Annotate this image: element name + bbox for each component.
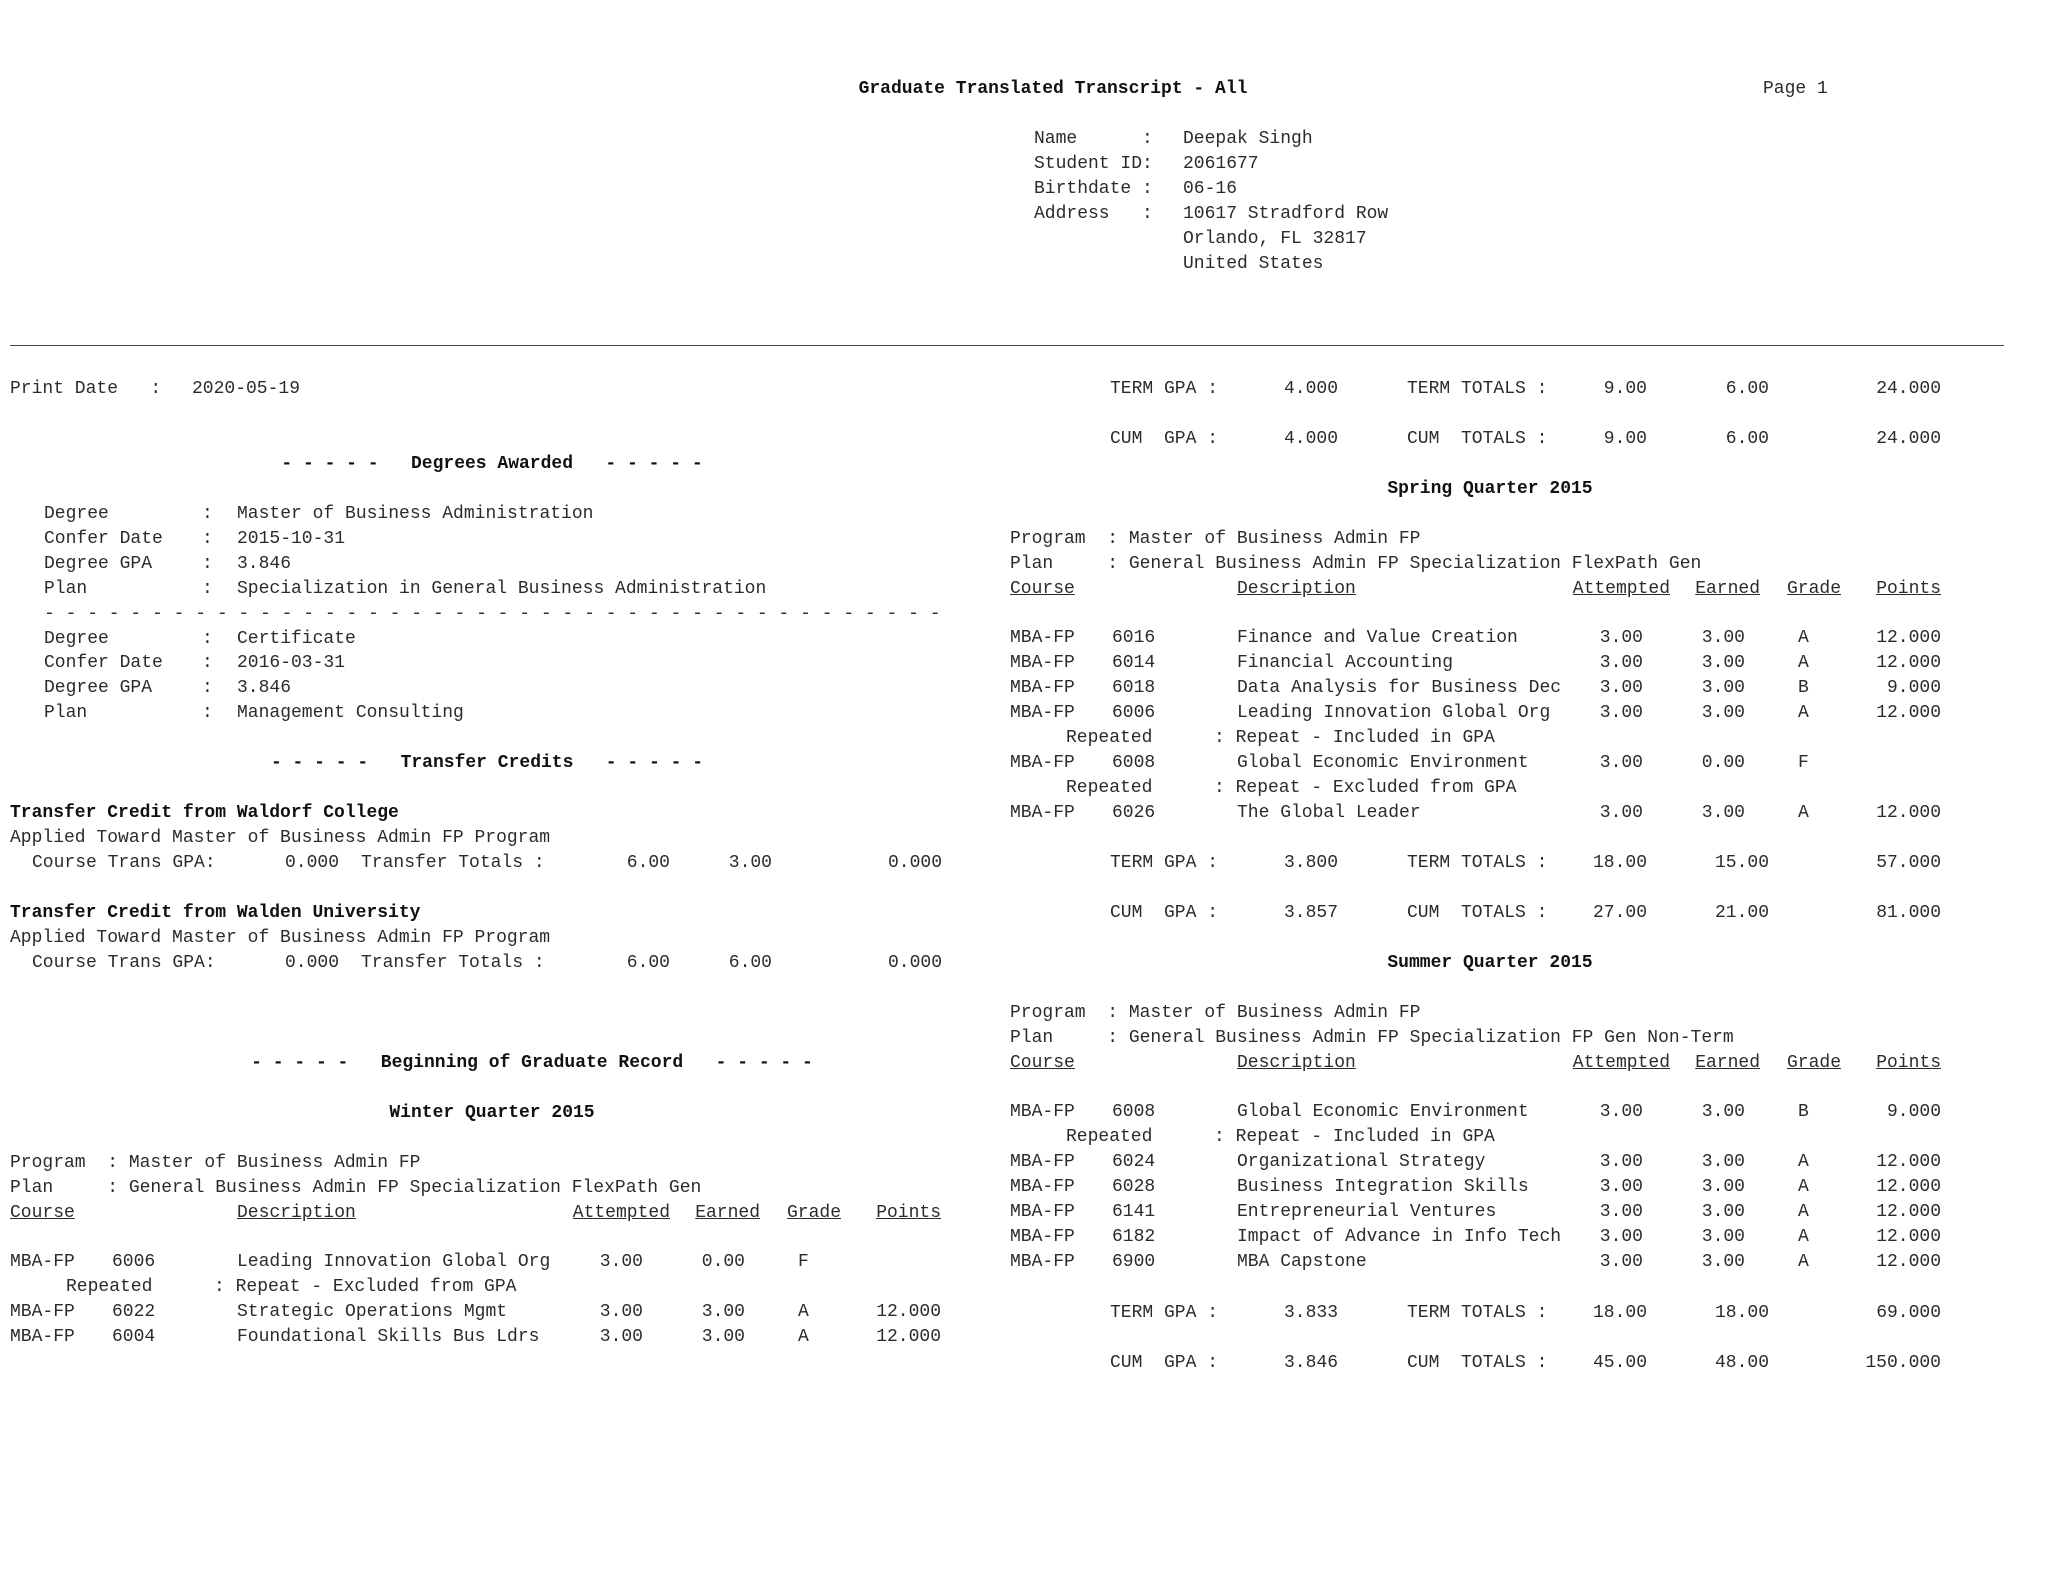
course-number: 6018 (1112, 678, 1156, 699)
column-attempted: Attempted (1572, 1052, 1670, 1073)
column-course: Course (1010, 1052, 1075, 1073)
term-plan: Plan : General Business Admin FP Specialization FlexPath Gen (1010, 553, 1702, 574)
course-number: 6182 (1112, 1226, 1156, 1247)
course-attempted: 3.00 (1599, 628, 1643, 649)
course-number: 6006 (1112, 703, 1156, 724)
term-title: Summer Quarter 2015 (1387, 953, 1593, 973)
course-subject: MBA-FP (1010, 1251, 1075, 1272)
course-subject: MBA-FP (10, 1252, 75, 1273)
repeat-note-label: Repeated (1066, 1127, 1153, 1148)
column-attempted: Attempted (572, 1202, 670, 1223)
course-earned: 3.00 (1701, 653, 1745, 674)
course-grade: A (1798, 628, 1809, 649)
cum-totals-label: CUM TOTALS : (1407, 903, 1548, 923)
term-title: Spring Quarter 2015 (1387, 479, 1593, 499)
student-field-value: Orlando, FL 32817 (1183, 228, 1367, 249)
course-earned: 3.00 (1701, 1152, 1745, 1173)
column-attempted: Attempted (1572, 578, 1670, 599)
course-grade: A (1798, 653, 1809, 674)
degree-field-label: Degree GPA (44, 678, 153, 699)
course-attempted: 3.00 (599, 1327, 643, 1348)
transfer-credit-title: Transfer Credit from Walden University (10, 903, 421, 923)
cum-gpa-value: 3.857 (1283, 903, 1338, 923)
degree-field-value: Master of Business Administration (237, 504, 594, 524)
course-number: 6014 (1112, 653, 1156, 674)
course-grade: A (798, 1302, 809, 1323)
degree-field-colon: : (202, 578, 213, 599)
course-points: 12.000 (876, 1327, 941, 1348)
term-earned: 18.00 (1714, 1303, 1769, 1323)
course-description: Financial Accounting (1237, 653, 1454, 674)
student-field-value: United States (1183, 253, 1324, 274)
course-earned: 3.00 (1701, 703, 1745, 724)
course-earned: 3.00 (1701, 802, 1745, 823)
course-earned: 3.00 (1701, 1177, 1745, 1198)
transfer-totals-label: Transfer Totals : (361, 852, 545, 873)
course-subject: MBA-FP (1010, 1202, 1075, 1222)
term-earned: 6.00 (1725, 379, 1769, 399)
term-gpa-label: TERM GPA : (1110, 853, 1219, 873)
course-subject: MBA-FP (1010, 1152, 1075, 1173)
course-subject: MBA-FP (1010, 653, 1075, 674)
course-attempted: 3.00 (599, 1302, 643, 1323)
transfer-earned: 3.00 (728, 852, 772, 873)
cum-attempted: 45.00 (1592, 1353, 1647, 1373)
course-number: 6008 (1112, 1102, 1156, 1123)
cum-totals-label: CUM TOTALS : (1407, 429, 1548, 449)
course-points: 12.000 (1876, 1177, 1941, 1198)
degree-field-label: Plan (44, 578, 88, 599)
course-number: 6004 (112, 1327, 156, 1348)
course-subject: MBA-FP (1010, 1226, 1075, 1247)
course-description: Strategic Operations Mgmt (237, 1302, 508, 1323)
transfer-applied: Applied Toward Master of Business Admin FP Program (10, 927, 551, 948)
repeat-note-text: : Repeat - Included in GPA (1214, 1127, 1495, 1148)
term-totals-label: TERM TOTALS : (1407, 853, 1548, 873)
cum-earned: 6.00 (1725, 429, 1769, 449)
term-plan: Plan : General Business Admin FP Specialization FlexPath Gen (10, 1177, 702, 1198)
column-grade: Grade (1786, 1052, 1841, 1073)
course-description: Business Integration Skills (1237, 1177, 1529, 1198)
column-description: Description (1237, 578, 1356, 599)
course-grade: A (1798, 802, 1809, 823)
cum-earned: 48.00 (1714, 1353, 1769, 1373)
course-subject: MBA-FP (1010, 802, 1075, 823)
course-attempted: 3.00 (1599, 678, 1643, 699)
course-earned: 0.00 (1701, 752, 1745, 773)
course-points: 12.000 (1876, 1226, 1941, 1247)
cum-gpa-label: CUM GPA : (1110, 1353, 1219, 1373)
course-attempted: 3.00 (1599, 1226, 1643, 1247)
course-number: 6022 (112, 1302, 156, 1323)
term-gpa-value: 3.800 (1283, 853, 1338, 873)
course-grade: A (1798, 1202, 1809, 1222)
term-points: 57.000 (1876, 853, 1941, 873)
cum-totals-label: CUM TOTALS : (1407, 1353, 1548, 1373)
course-number: 6008 (1112, 752, 1156, 773)
course-points: 9.000 (1886, 678, 1941, 699)
cum-gpa-label: CUM GPA : (1110, 429, 1219, 449)
repeat-note-label: Repeated (1066, 728, 1153, 748)
column-points: Points (1876, 1052, 1941, 1073)
degree-field-value: 3.846 (237, 553, 292, 574)
degree-field-value: 2015-10-31 (237, 528, 346, 549)
cum-attempted: 27.00 (1592, 903, 1647, 923)
course-description: Foundational Skills Bus Ldrs (237, 1327, 540, 1348)
course-attempted: 3.00 (599, 1252, 643, 1273)
course-attempted: 3.00 (1599, 1251, 1643, 1272)
cum-points: 150.000 (1865, 1353, 1941, 1373)
course-grade: A (1798, 1152, 1809, 1173)
degree-field-label: Plan (44, 703, 88, 724)
student-field-label: Name : (1034, 129, 1153, 149)
term-points: 69.000 (1876, 1303, 1941, 1323)
student-field-value: 10617 Stradford Row (1183, 203, 1389, 224)
term-totals-label: TERM TOTALS : (1407, 1303, 1548, 1323)
transfer-points: 0.000 (887, 852, 942, 873)
course-attempted: 3.00 (1599, 752, 1643, 773)
column-grade: Grade (1786, 578, 1841, 599)
course-description: Entrepreneurial Ventures (1237, 1202, 1497, 1222)
term-title: Winter Quarter 2015 (389, 1103, 595, 1123)
repeat-note-text: : Repeat - Excluded from GPA (1214, 777, 1517, 798)
column-description: Description (1237, 1052, 1356, 1073)
transcript-title: Graduate Translated Transcript - All (858, 79, 1248, 99)
degree-separator: - - - - - - - - - - - - - - - - - - - - - - - - - - - - - - - - - - - - - - - - - - (44, 603, 941, 624)
term-program: Program : Master of Business Admin FP (1010, 1002, 1421, 1023)
course-points: 9.000 (1886, 1102, 1941, 1123)
column-description: Description (237, 1202, 356, 1223)
transfer-applied: Applied Toward Master of Business Admin FP Program (10, 827, 551, 848)
course-earned: 3.00 (1701, 1102, 1745, 1123)
beginning-record-heading: - - - - - Beginning of Graduate Record - - - - - (251, 1053, 813, 1073)
course-subject: MBA-FP (1010, 703, 1075, 724)
course-earned: 3.00 (1701, 628, 1745, 649)
cum-points: 24.000 (1876, 429, 1941, 449)
course-points: 12.000 (1876, 1152, 1941, 1173)
column-points: Points (876, 1202, 941, 1223)
student-field-value: Deepak Singh (1183, 129, 1313, 149)
degree-field-colon: : (202, 653, 213, 674)
course-subject: MBA-FP (10, 1327, 75, 1348)
column-course: Course (10, 1202, 75, 1223)
page-number: Page 1 (1763, 79, 1828, 99)
course-earned: 3.00 (1701, 1226, 1745, 1247)
degrees-awarded-heading: - - - - - Degrees Awarded - - - - - (281, 454, 703, 474)
student-field-value: 2061677 (1183, 153, 1259, 174)
course-description: Leading Innovation Global Org (237, 1252, 551, 1273)
degree-field-colon: : (202, 504, 213, 524)
student-field-value: 06-16 (1183, 178, 1238, 199)
degree-field-label: Degree GPA (44, 553, 153, 574)
course-number: 6016 (1112, 628, 1156, 649)
transfer-points: 0.000 (887, 952, 942, 973)
cum-gpa-value: 4.000 (1283, 429, 1338, 449)
degree-field-label: Degree (44, 504, 109, 524)
degree-field-colon: : (202, 553, 213, 574)
column-earned: Earned (1695, 578, 1760, 599)
term-gpa-label: TERM GPA : (1110, 379, 1219, 399)
term-gpa-value: 4.000 (1283, 379, 1338, 399)
student-field-label: Student ID: (1034, 153, 1153, 174)
course-subject: MBA-FP (10, 1302, 75, 1323)
degree-field-label: Degree (44, 628, 109, 649)
course-earned: 3.00 (701, 1327, 745, 1348)
student-field-label: Address : (1034, 203, 1153, 224)
cum-gpa-value: 3.846 (1283, 1353, 1338, 1373)
course-description: Leading Innovation Global Org (1237, 703, 1551, 724)
course-earned: 3.00 (1701, 1202, 1745, 1222)
course-subject: MBA-FP (1010, 752, 1075, 773)
repeat-note-label: Repeated (66, 1277, 153, 1298)
transfer-credit-title: Transfer Credit from Waldorf College (10, 803, 399, 823)
course-description: Global Economic Environment (1237, 1102, 1529, 1123)
transfer-attempted: 6.00 (626, 852, 670, 873)
course-earned: 3.00 (1701, 678, 1745, 699)
course-points: 12.000 (1876, 628, 1941, 649)
course-earned: 0.00 (701, 1252, 745, 1273)
course-description: Global Economic Environment (1237, 752, 1529, 773)
term-plan: Plan : General Business Admin FP Specialization FP Gen Non-Term (1010, 1027, 1734, 1048)
course-grade: A (1798, 1251, 1809, 1272)
course-grade: A (798, 1327, 809, 1348)
degree-field-colon: : (202, 703, 213, 724)
transfer-gpa-label: Course Trans GPA: (32, 952, 216, 973)
degree-field-value: Certificate (237, 628, 356, 649)
column-earned: Earned (695, 1202, 760, 1223)
course-subject: MBA-FP (1010, 1177, 1075, 1198)
header-divider (10, 345, 2004, 346)
transfer-gpa-label: Course Trans GPA: (32, 852, 216, 873)
cum-points: 81.000 (1876, 903, 1941, 923)
course-points: 12.000 (1876, 1202, 1941, 1222)
course-points: 12.000 (1876, 802, 1941, 823)
degree-field-label: Confer Date (44, 653, 163, 674)
cum-gpa-label: CUM GPA : (1110, 903, 1219, 923)
print-date-label: Print Date : (10, 379, 162, 399)
degree-field-label: Confer Date (44, 528, 163, 549)
course-grade: A (1798, 703, 1809, 724)
degree-field-value: 2016-03-31 (237, 653, 346, 674)
course-number: 6141 (1112, 1202, 1156, 1222)
course-grade: F (1798, 752, 1809, 773)
degree-field-colon: : (202, 628, 213, 649)
cum-earned: 21.00 (1714, 903, 1769, 923)
term-program: Program : Master of Business Admin FP (1010, 528, 1421, 549)
transfer-earned: 6.00 (728, 952, 772, 973)
course-description: Finance and Value Creation (1237, 628, 1518, 649)
course-attempted: 3.00 (1599, 1202, 1643, 1222)
term-earned: 15.00 (1714, 853, 1769, 873)
transfer-credits-heading: - - - - - Transfer Credits - - - - - (270, 753, 704, 773)
course-points: 12.000 (1876, 703, 1941, 724)
term-totals-label: TERM TOTALS : (1407, 379, 1548, 399)
column-earned: Earned (1695, 1052, 1760, 1073)
course-description: MBA Capstone (1237, 1251, 1367, 1272)
degree-field-value: 3.846 (237, 678, 292, 699)
course-attempted: 3.00 (1599, 802, 1643, 823)
term-program: Program : Master of Business Admin FP (10, 1152, 421, 1173)
course-description: Data Analysis for Business Dec (1237, 678, 1562, 699)
repeat-note-text: : Repeat - Excluded from GPA (214, 1277, 517, 1298)
student-field-label: Birthdate : (1034, 178, 1153, 199)
course-number: 6024 (1112, 1152, 1156, 1173)
print-date-value: 2020-05-19 (192, 379, 301, 399)
transfer-attempted: 6.00 (626, 952, 670, 973)
term-attempted: 18.00 (1592, 853, 1647, 873)
course-number: 6006 (112, 1252, 156, 1273)
term-gpa-label: TERM GPA : (1110, 1303, 1219, 1323)
course-number: 6900 (1112, 1251, 1156, 1272)
degree-field-value: Specialization in General Business Administration (237, 578, 767, 599)
term-attempted: 18.00 (1592, 1303, 1647, 1323)
course-attempted: 3.00 (1599, 1177, 1643, 1198)
transfer-gpa-value: 0.000 (284, 952, 339, 973)
term-attempted: 9.00 (1603, 379, 1647, 399)
course-earned: 3.00 (701, 1302, 745, 1323)
course-grade: B (1798, 678, 1809, 699)
course-grade: F (798, 1252, 809, 1273)
course-attempted: 3.00 (1599, 703, 1643, 724)
course-grade: A (1798, 1226, 1809, 1247)
transfer-gpa-value: 0.000 (284, 852, 339, 873)
course-points: 12.000 (876, 1302, 941, 1323)
course-subject: MBA-FP (1010, 628, 1075, 649)
term-gpa-value: 3.833 (1283, 1303, 1338, 1323)
course-number: 6026 (1112, 802, 1156, 823)
course-attempted: 3.00 (1599, 653, 1643, 674)
term-points: 24.000 (1876, 379, 1941, 399)
course-subject: MBA-FP (1010, 1102, 1075, 1123)
course-grade: B (1798, 1102, 1809, 1123)
column-points: Points (1876, 578, 1941, 599)
degree-field-colon: : (202, 528, 213, 549)
course-attempted: 3.00 (1599, 1152, 1643, 1173)
course-points: 12.000 (1876, 653, 1941, 674)
course-description: Impact of Advance in Info Tech (1237, 1226, 1562, 1247)
course-grade: A (1798, 1177, 1809, 1198)
transfer-totals-label: Transfer Totals : (361, 952, 545, 973)
repeat-note-text: : Repeat - Included in GPA (1214, 728, 1495, 748)
course-earned: 3.00 (1701, 1251, 1745, 1272)
course-subject: MBA-FP (1010, 678, 1075, 699)
degree-field-colon: : (202, 678, 213, 699)
cum-attempted: 9.00 (1603, 429, 1647, 449)
course-number: 6028 (1112, 1177, 1156, 1198)
course-description: The Global Leader (1237, 802, 1421, 823)
course-attempted: 3.00 (1599, 1102, 1643, 1123)
course-description: Organizational Strategy (1237, 1152, 1486, 1173)
course-points: 12.000 (1876, 1251, 1941, 1272)
column-course: Course (1010, 578, 1075, 599)
column-grade: Grade (786, 1202, 841, 1223)
degree-field-value: Management Consulting (237, 703, 464, 724)
repeat-note-label: Repeated (1066, 777, 1153, 798)
